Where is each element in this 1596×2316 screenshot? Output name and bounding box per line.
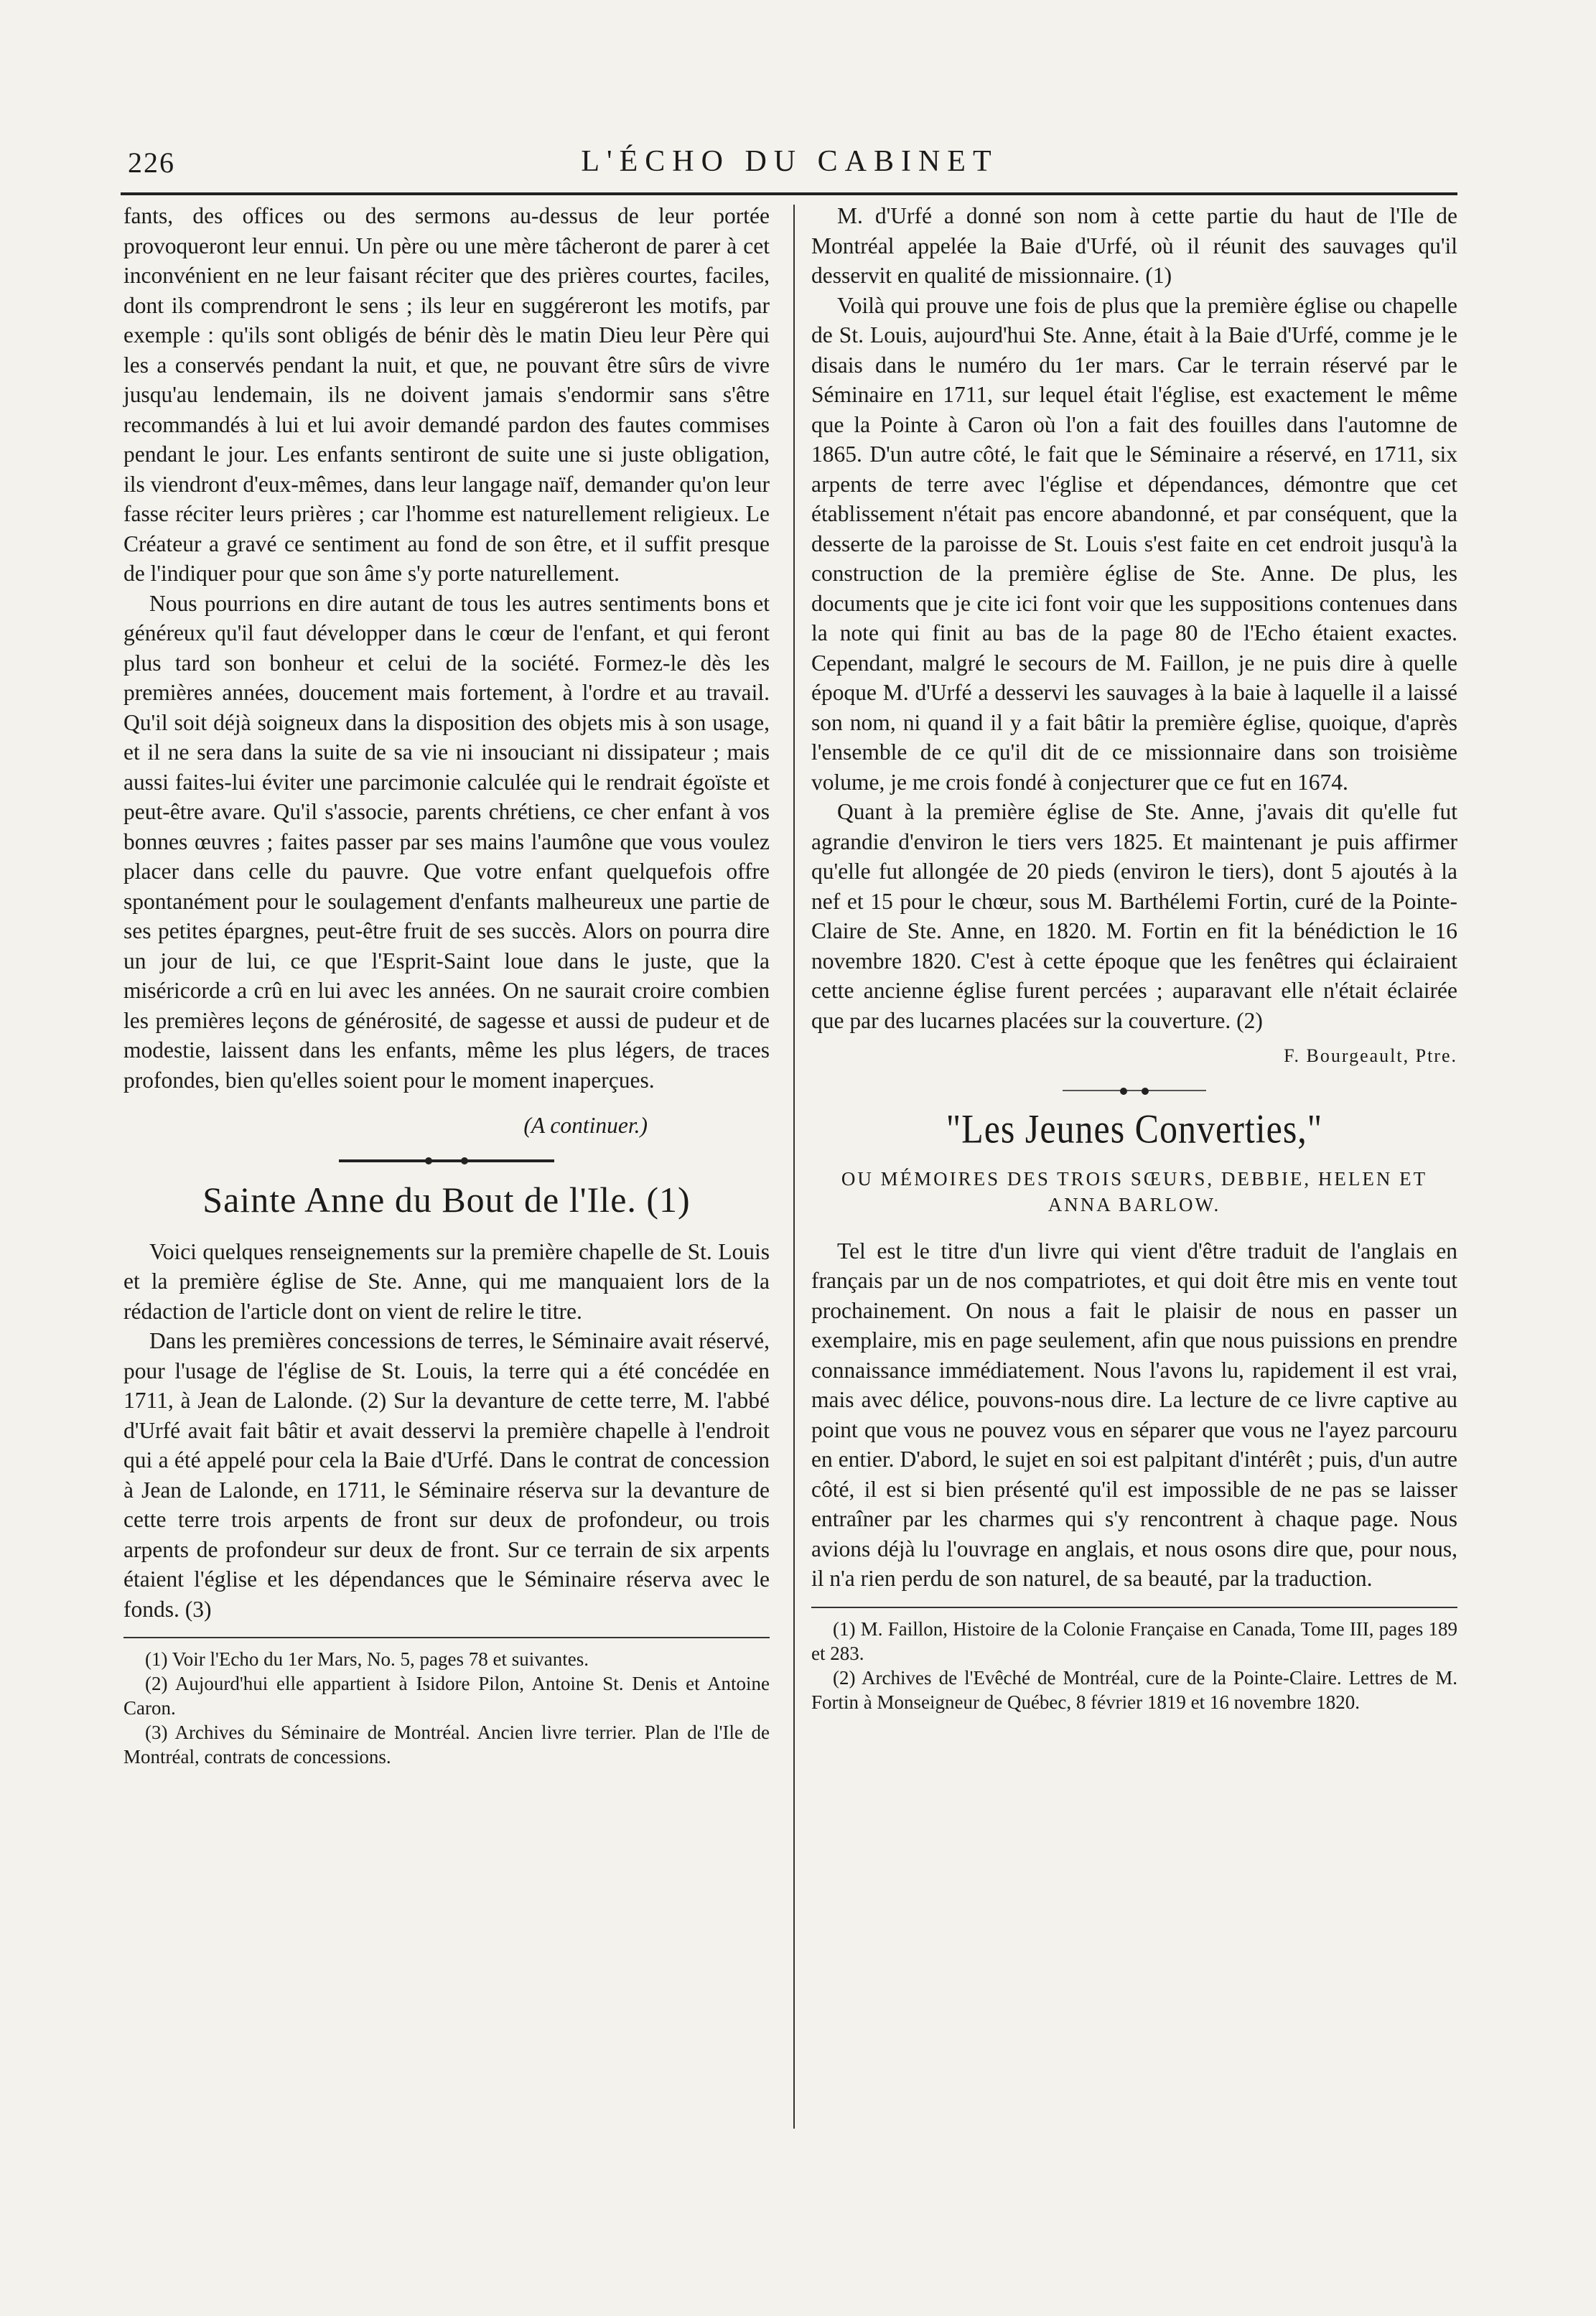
left-column — [123, 201, 770, 1769]
page-header — [122, 140, 1457, 190]
paragraph: Tel est le titre d'un livre qui vient d'être traduit de l'anglais en français par un de nos compatriotes, et qui doit être mis en vente tout prochainement. On nous a fait le plaisir de nous en passer un exemplaire, mis en page seulement, afin que nous puissions en prendre connaissance immédiatement. Nous l'avons lu, rapidement il est vrai, mais avec délice, pouvons-nous dire. La lecture de ce livre captive au point que vous ne pouvez vous en séparer que vous ne l'ayez parcouru en entier. D'abord, le sujet en soi est palpitant d'intérêt ; puis, d'un autre côté, il est si bien présenté qu'il est impossible de ne pas se laisser entraîner par les charmes qui s'y rencontrent à chaque page. Nous avions déjà lu l'ouvrage en anglais, et nous osons dire que, pour nous, il n'a rien perdu de son naturel, de sa beauté, par la traduction. — [811, 1238, 1457, 1591]
to-continue-note: (A continuer.) — [523, 1113, 648, 1138]
paragraph: M. d'Urfé a donné son nom à cette partie du haut de l'Ile de Montréal appelée la Baie d'Urfé, où il réunit des sauvages qu'il desservit en qualité de missionnaire. (1) — [811, 203, 1457, 288]
signature: F. Bourgeault, Ptre. — [1284, 1045, 1457, 1066]
section-subtitle: OU MÉMOIRES DES TROIS SŒURS, DEBBIE, HELEN ET ANNA BARLOW. — [841, 1167, 1428, 1215]
footnote: (3) Archives du Séminaire de Montréal. Ancien livre terrier. Plan de l'Ile de Montréal, contrats de concessions. — [123, 1722, 770, 1768]
footnote-rule — [811, 1607, 1457, 1608]
paragraph: fants, des offices ou des sermons au-dessus de leur portée provoqueront leur ennui. Un père ou une mère tâcheront de parer à cet inconvénient en ne leur faisant réciter que des prières courtes, faciles, dont ils comprendront le sens ; ils leur en suggéreront les motifs, par exemple : qu'ils sont obligés de bénir dès le matin Dieu leur Père qui les a conservés pendant la nuit, et que, ne pouvant être sûrs de vivre jusqu'au lendemain, ils ne doivent jamais s'endormir sans s'être recommandés à lui et lui avoir demandé pardon des fautes commises pendant le jour. Les enfants sentiront de suite une si juste obligation, ils viendront d'eux-mêmes, dans leur langage naïf, demander qu'on leur fasse réciter leurs prières ; car l'homme est naturellement religieux. Le Créateur a gravé ce sentiment au fond de son être, et il suffit presque de l'indiquer pour que son âme s'y porte naturellement. — [123, 203, 770, 586]
footnote-rule — [123, 1637, 770, 1638]
ornament-divider — [123, 1159, 770, 1162]
right-column — [811, 201, 1457, 1714]
paragraph: Voici quelques renseignements sur la première chapelle de St. Louis et la première église de Ste. Anne, qui me manquaient lors de la rédaction de l'article dont on vient de relire le titre. — [123, 1238, 770, 1324]
paragraph: Dans les premières concessions de terres, le Séminaire avait réservé, pour l'usage de l'église de St. Louis, la terre qui a été concédée en 1711, à Jean de Lalonde. (2) Sur la devanture de cette terre, M. l'abbé d'Urfé avait fait bâtir et avait desservi la première chapelle à l'endroit qui a été appelé pour cela la Baie d'Urfé. Dans le contrat de concession à Jean de Lalonde, en 1711, le Séminaire réserva sur la devanture de cette terre trois arpents de front sur deux de profondeur, ou trois arpents de profondeur sur deux de front. Sur ce terrain de six arpents étaient l'église et les dépendances que le Séminaire réserva avec le fonds. (3) — [123, 1328, 770, 1622]
paragraph: Nous pourrions en dire autant de tous les autres sentiments bons et généreux qu'il faut développer dans le cœur de l'enfant, et qui feront plus tard son bonheur et celui de la société. Formez-le dès les premières années, doucement mais fortement, à l'ordre et au travail. Qu'il soit déjà soigneux dans la disposition des objets mis à son usage, et il ne sera dans la suite de sa vie ni insouciant ni dissipateur ; mais aussi faites-lui éviter une parcimonie calculée qui le rendrait égoïste et peut-être avare. Qu'il s'associe, parents chrétiens, ce cher enfant à vos bonnes œuvres ; faites passer par ses mains l'aumône que vous voulez placer dans celle du pauvre. Que votre enfant quelquefois offre spontanément pour le soulagement d'enfants malheureux une partie de ses petites épargnes, peut-être fruit de ses succès. Alors on pourra dire un jour de lui, ce que l'Esprit-Saint loue dans le juste, que la miséricorde a crû en lui avec les années. On ne saurait croire combien les premières leçons de générosité, de sagesse et aussi de pudeur et de modestie, laissent dans les enfants, même les plus légers, de traces profondes, bien qu'elles soient pour le moment inaperçues. — [123, 590, 770, 1093]
footnote: (1) Voir l'Echo du 1er Mars, No. 5, pages 78 et suivantes. — [145, 1648, 589, 1670]
paragraph: Voilà qui prouve une fois de plus que la première église ou chapelle de St. Louis, aujourd'hui Ste. Anne, était à la Baie d'Urfé, comme je le disais dans le numéro du 1er mars. Car le terrain réservé par le Séminaire en 1711, sur lequel était l'église, est exactement le même que la Pointe à Caron où l'on a fait des fouilles dans l'automne de 1865. D'un autre côté, le fait que le Séminaire a réservé, en 1711, six arpents de terre avec l'église et dépendances, démontre que cet établissement n'était pas encore abandonné, et par conséquent, que la desserte de la paroisse de St. Louis s'est faite en cet endroit jusqu'à la construction de la première église de Ste. Anne. De plus, les documents que je cite ici font voir que les suppositions contenues dans la note qui finit au bas de la page 80 de l'Echo étaient exactes. Cependant, malgré le secours de M. Faillon, je ne puis dire à quelle époque M. d'Urfé a desservi les sauvages à la baie à laquelle il a laissé son nom, ni quand il y a fait bâtir la première église, quoique, d'après l'ensemble de ce qu'il dit de ce missionnaire dans son troisième volume, je me crois fondé à conjecturer que ce fut en 1674. — [811, 292, 1457, 795]
paragraph: Quant à la première église de Ste. Anne, j'avais dit qu'elle fut agrandie d'environ le tiers vers 1825. Et maintenant je puis affirmer qu'elle fut allongée de 20 pieds (environ le tiers), dont 5 ajoutés à la nef et 15 pour le chœur, sous M. Barthélemi Fortin, curé de la Pointe-Claire de Ste. Anne, en 1820. M. Fortin en fit la bénédiction le 16 novembre 1820. C'est à cette époque que les fenêtres qui éclairaient cette ancienne église furent percées ; auparavant elle n'était éclairée que par des lucarnes placées sur la couverture. (2) — [811, 799, 1457, 1033]
running-title: L'ÉCHO DU CABINET — [581, 145, 999, 178]
footnote: (2) Archives de l'Evêché de Montréal, cure de la Pointe-Claire. Lettres de M. Fortin à Monseigneur de Québec, 8 février 1819 et 16 novembre 1820. — [811, 1666, 1457, 1713]
footnote: (1) M. Faillon, Histoire de la Colonie Française en Canada, Tome III, pages 189 et 283. — [811, 1617, 1457, 1664]
footnote: (2) Aujourd'hui elle appartient à Isidore Pilon, Antoine St. Denis et Antoine Caron. — [123, 1673, 770, 1719]
page-number: 226 — [128, 146, 175, 179]
ornament-divider — [811, 1090, 1457, 1091]
section-title: Sainte Anne du Bout de l'Ile. (1) — [202, 1179, 691, 1220]
column-divider — [793, 205, 795, 2129]
section-title: "Les Jeunes Converties," — [946, 1105, 1323, 1152]
header-rule — [121, 192, 1457, 195]
